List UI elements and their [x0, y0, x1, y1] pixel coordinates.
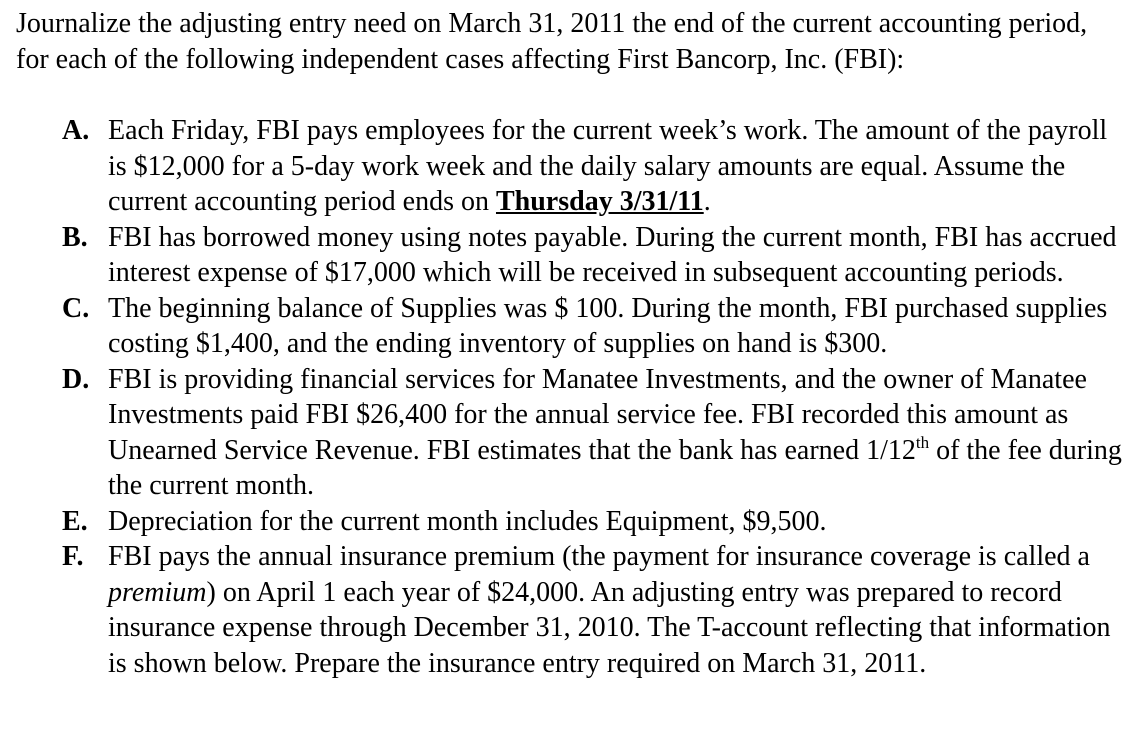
- case-text-part: ) on April 1 each year of $24,000. An adjusting entry was prepared to record insurance expense through December 31, 2010. The T-account reflecting that information is shown below. Prepare the insurance entry required on March 31, 2011.: [108, 576, 1111, 679]
- case-list: [62, 113, 1130, 681]
- case-text-part: of the fee during the current month.: [108, 434, 1122, 501]
- case-letter: E.: [62, 505, 88, 537]
- case-letter: C.: [62, 292, 90, 324]
- case-text-part: Each Friday, FBI pays employees for the current week’s work. The amount of the payroll is $12,000 for a 5-day work week and the daily salary amounts are equal. Assume the current accounting period ends on: [108, 115, 1108, 217]
- italic-term: premium: [108, 576, 207, 608]
- case-item-c: [62, 291, 1130, 362]
- case-item-a: [62, 113, 1130, 220]
- case-letter: F.: [62, 541, 84, 572]
- case-item-f: [62, 539, 1130, 681]
- instructions-paragraph: Journalize the adjusting entry need on March 31, 2011 the end of the current accounting period, for each of the following independent cases affecting First Bancorp, Inc. (FBI):: [16, 8, 1088, 75]
- case-text: [108, 539, 1130, 681]
- case-text-part: FBI is providing financial services for Manatee Investments, and the owner of Manatee Investments paid FBI $26,400 for the annual service fee. FBI recorded this amount as Unearned Service Revenue. FBI estimates that the bank has earned 1/12: [108, 363, 1087, 466]
- case-text: The beginning balance of Supplies was $ 100. During the month, FBI purchased supplies costing $1,400, and the ending inventory of supplies on hand is $300.: [108, 292, 1108, 359]
- case-text-part: FBI pays the annual insurance premium (the payment for insurance coverage is called a: [108, 541, 1090, 572]
- case-item-b: [62, 220, 1130, 291]
- case-text: Depreciation for the current month includes Equipment, $9,500.: [108, 505, 827, 537]
- period-end-date: Thursday 3/31/11: [495, 186, 704, 217]
- case-item-d: [62, 362, 1130, 504]
- ordinal-superscript: th: [915, 432, 930, 452]
- case-text: [108, 362, 1130, 504]
- case-letter: B.: [62, 221, 88, 253]
- case-letter: A.: [62, 115, 90, 146]
- case-text-part: .: [703, 186, 711, 217]
- case-letter: D.: [62, 363, 90, 395]
- case-text: FBI has borrowed money using notes payable. During the current month, FBI has accrued interest expense of $17,000 which will be received in subsequent accounting periods.: [108, 221, 1117, 288]
- case-text: [108, 113, 1130, 220]
- case-item-e: [62, 504, 1130, 540]
